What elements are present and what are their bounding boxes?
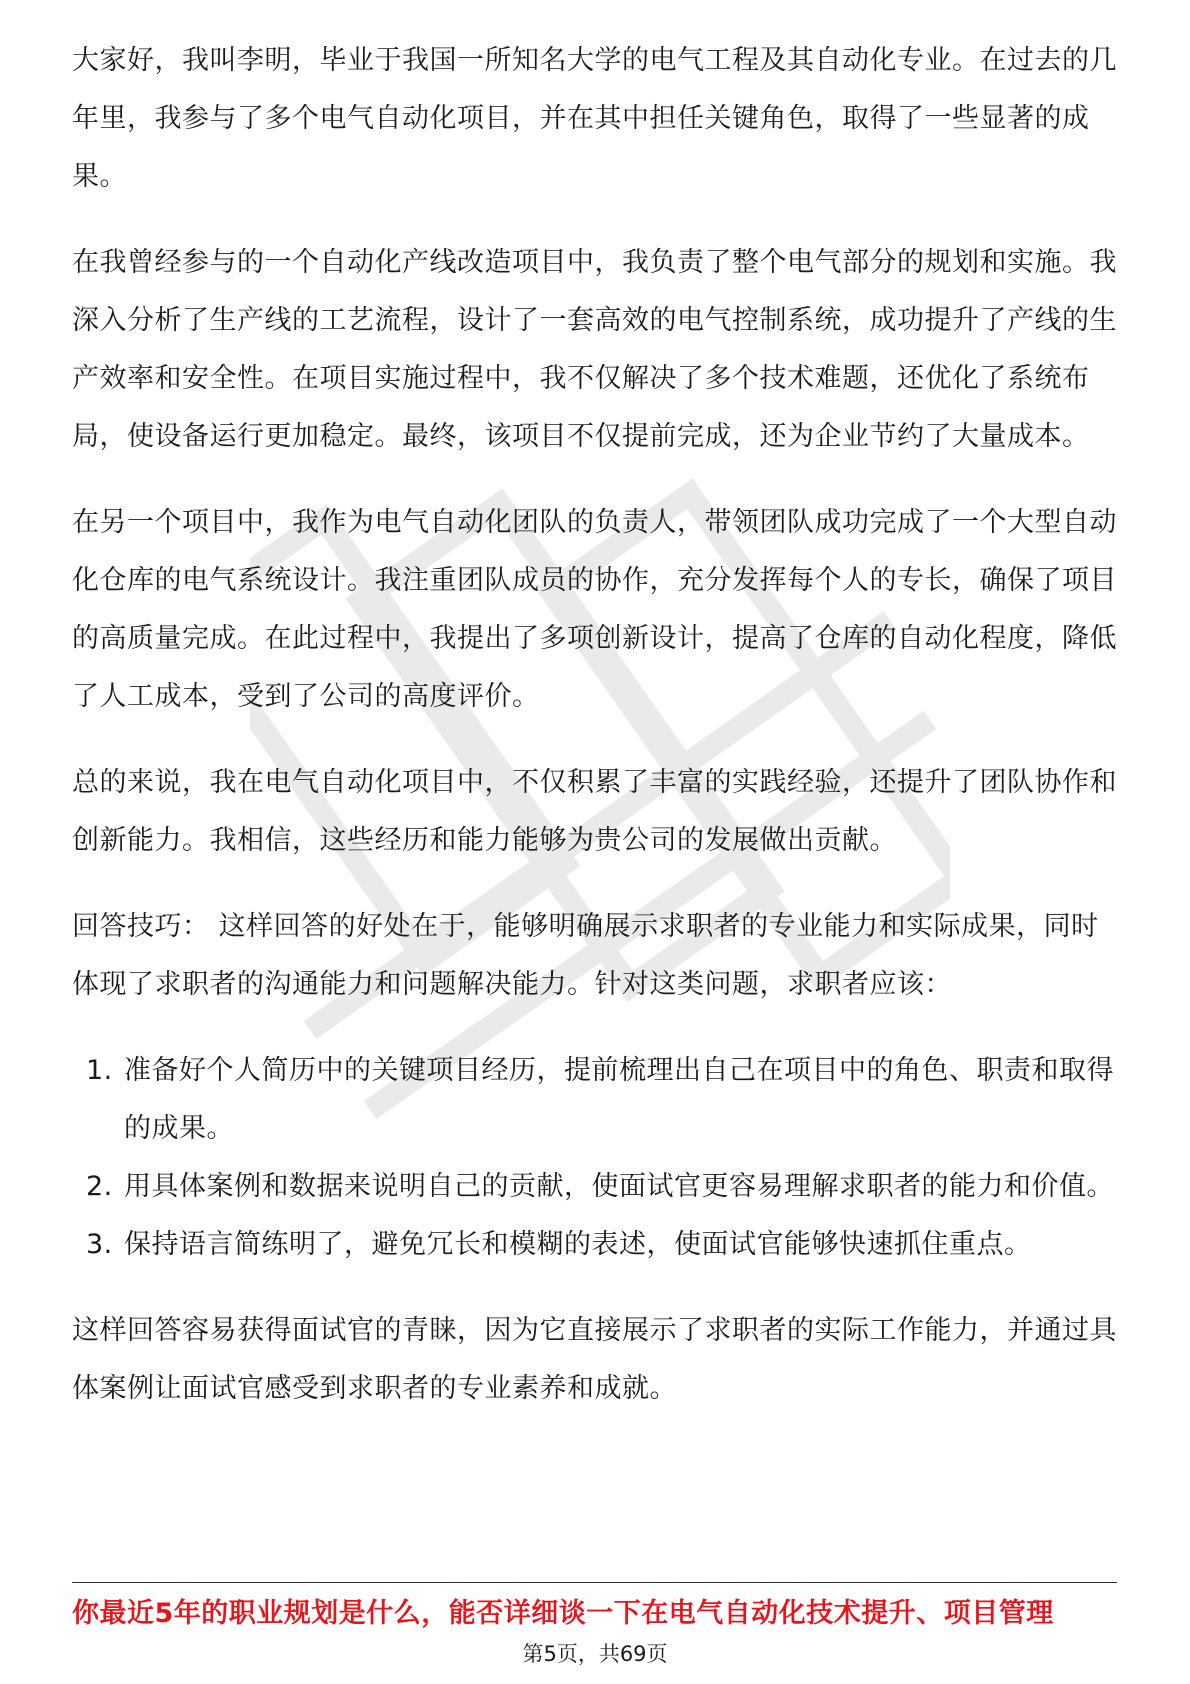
- tips-list: [72, 1042, 1117, 1274]
- intro-paragraph: 大家好，我叫李明，毕业于我国一所知名大学的电气工程及其自动化专业。在过去的几年里，我参与了多个电气自动化项目，并在其中担任关键角色，取得了一些显著的成果。: [72, 45, 1117, 192]
- list-item: [72, 1042, 1117, 1158]
- list-item-number: 2.: [86, 1171, 113, 1202]
- list-item-number: 1.: [86, 1055, 113, 1086]
- project-paragraph-2: 在另一个项目中，我作为电气自动化团队的负责人，带领团队成功完成了一个大型自动化仓库的电气系统设计。我注重团队成员的协作，充分发挥每个人的专长，确保了项目的高质量完成。在此过程中，我提出了多项创新设计，提高了仓库的自动化程度，降低了人工成本，受到了公司的高度评价。: [72, 507, 1117, 712]
- clipped-paragraph-wrapper: [72, 30, 1117, 206]
- document-body: [72, 30, 1117, 1446]
- page-number-footer: 第5页，共69页: [522, 1642, 668, 1666]
- closing-paragraph: 这样回答容易获得面试官的青睐，因为它直接展示了求职者的实际工作能力，并通过具体案例让面试官感受到求职者的专业素养和成就。: [72, 1315, 1117, 1404]
- list-item-number: 3.: [86, 1229, 113, 1260]
- section-divider: [72, 1582, 1117, 1583]
- answer-tips-paragraph: 回答技巧： 这样回答的好处在于，能够明确展示求职者的专业能力和实际成果，同时体现了求职者的沟通能力和问题解决能力。针对这类问题，求职者应该：: [72, 911, 1099, 1000]
- list-item-text: 保持语言简练明了，避免冗长和模糊的表述，使面试官能够快速抓住重点。: [124, 1229, 1032, 1260]
- list-item: [72, 1216, 1117, 1274]
- summary-paragraph: 总的来说，我在电气自动化项目中，不仅积累了丰富的实践经验，还提升了团队协作和创新能力。我相信，这些经历和能力能够为贵公司的发展做出贡献。: [72, 767, 1117, 856]
- next-question-heading: 你最近5年的职业规划是什么，能否详细谈一下在电气自动化技术提升、项目管理: [72, 1598, 1054, 1629]
- project-paragraph-1: 在我曾经参与的一个自动化产线改造项目中，我负责了整个电气部分的规划和实施。我深入分析了生产线的工艺流程，设计了一套高效的电气控制系统，成功提升了产线的生产效率和安全性。在项目实施过程中，我不仅解决了多个技术难题，还优化了系统布局，使设备运行更加稳定。最终，该项目不仅提前完成，还为企业节约了大量成本。: [72, 247, 1117, 452]
- list-item-text: 准备好个人简历中的关键项目经历，提前梳理出自己在项目中的角色、职责和取得的成果。: [124, 1055, 1114, 1144]
- list-item: [72, 1158, 1117, 1216]
- list-item-text: 用具体案例和数据来说明自己的贡献，使面试官更容易理解求职者的能力和价值。: [124, 1171, 1114, 1202]
